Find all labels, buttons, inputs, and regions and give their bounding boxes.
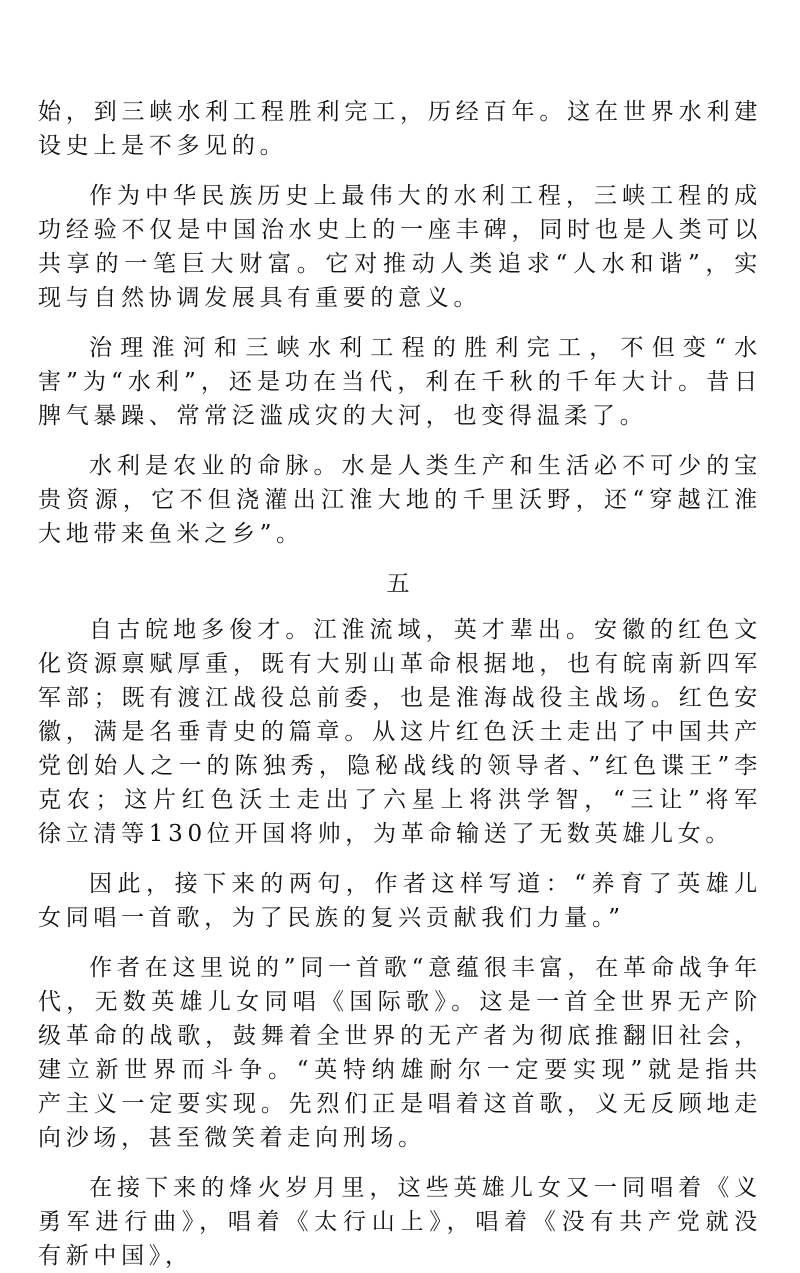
paragraph-huaihe-governance: 治理淮河和三峡水利工程的胜利完工，不但变“水害”为“水利”，还是功在当代，利在千秋的千年大计。昔日脾气暴躁、常常泛滥成灾的大河，也变得温柔了。 <box>38 335 762 429</box>
paragraph-water-conservancy: 水利是农业的命脉。水是人类生产和生活必不可少的宝贵资源，它不但浇灌出江淮大地的千里沃野，还“穿越江淮大地带来鱼米之乡”。 <box>38 453 762 547</box>
paragraph-three-gorges-experience: 作为中华民族历史上最伟大的水利工程，三峡工程的成功经验不仅是中国治水史上的一座丰碑，同时也是人类可以共享的一笔巨大财富。它对推动人类追求“人水和谐”，实现与自然协调发展具有重要的意义。 <box>38 183 762 311</box>
paragraph-war-years: 在接下来的烽火岁月里，这些英雄儿女又一同唱着《义勇军进行曲》，唱着《太行山上》，唱着《没有共产党就没有新中国》， <box>38 1175 762 1269</box>
section-heading-five: 五 <box>386 571 414 597</box>
paragraph-next-lines: 因此，接下来的两句，作者这样写道：“养育了英雄儿女同唱一首歌，为了民族的复兴贡献我们力量。” <box>38 871 762 931</box>
paragraph-same-song: 作者在这里说的”同一首歌“意蕴很丰富，在革命战争年代，无数英雄儿女同唱《国际歌》。这是一首全世界无产阶级革命的战歌，鼓舞着全世界的无产者为彻底推翻旧社会，建立新世界而斗争。“英特纳雄耐尔一定要实现”就是指共产主义一定要实现。先烈们正是唱着这首歌，义无反顾地走向沙场，甚至微笑着走向刑场。 <box>38 955 762 1151</box>
paragraph-continuation: 始，到三峡水利工程胜利完工，历经百年。这在世界水利建设史上是不多见的。 <box>38 99 762 159</box>
paragraph-anhui-talents: 自古皖地多俊才。江淮流域，英才辈出。安徽的红色文化资源禀赋厚重，既有大别山革命根据地，也有皖南新四军军部；既有渡江战役总前委，也是淮海战役主战场。红色安徽，满是名垂青史的篇章。从这片红色沃土走出了中国共产党创始人之一的陈独秀，隐秘战线的领导者、”红色谍王”李克农；这片红色沃土走出了六星上将洪学智，“三让”将军徐立清等130位开国将帅，为革命输送了无数英雄儿女。 <box>38 617 762 847</box>
